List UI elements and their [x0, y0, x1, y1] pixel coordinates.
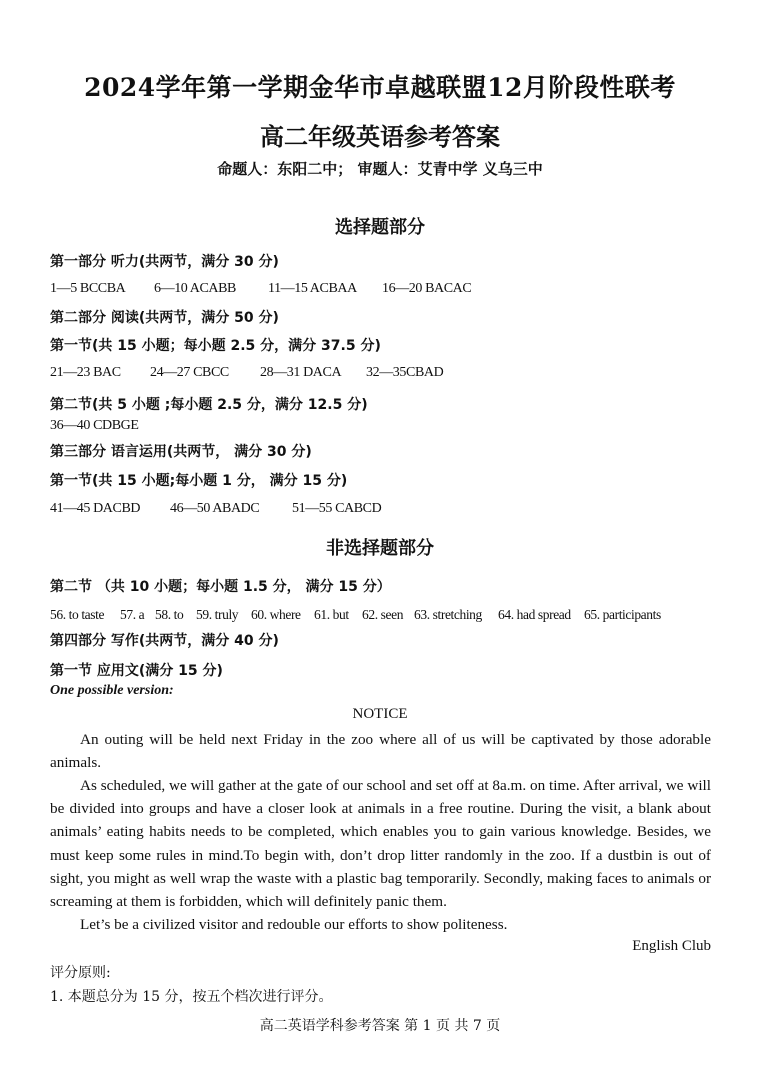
page-footer: 高二英语学科参考答案 第 1 页 共 7 页	[259, 1018, 501, 1034]
part4-heading: 第四部分 写作(共两节，满分 40 分)	[50, 633, 279, 649]
answer-group: 11—15 ACBAA	[268, 281, 357, 296]
essay-paragraph: As scheduled, we will gather at the gate of our school and set off at 8a.m. on time. After arrival, we will be divided into groups and have a closer look at animals in a free routine. During the visit, a blank about animals’ eating habits needs to be completed, which enables you to gain various knowledge. Besides, we must keep some rules in mind.To begin with, don’t drop litter randomly in the zoo. If a dustbin is out of sight, you might as well wrap the waste with a plastic bag temporarily. Secondly, making faces to animals or screaming at them is forbidden, which will definitely panic them.	[50, 777, 711, 911]
answer-group: 1—5 BCCBA	[50, 281, 126, 296]
authors-line: 命题人：东阳二中； 审题人：艾青中学 义乌三中	[217, 160, 543, 178]
part2-sec1-heading: 第一节(共 15 小题；每小题 2.5 分，满分 37.5 分)	[50, 338, 381, 354]
answer-group: 36—40 CDBGE	[50, 418, 139, 433]
grading-rule-1: 1. 本题总分为 15 分，按五个档次进行评分。	[50, 989, 333, 1005]
fill-answer: 57. a	[120, 607, 145, 622]
fill-answer: 60. where	[251, 607, 301, 622]
fill-answer: 58. to	[155, 607, 184, 622]
fill-answer: 59. truly	[196, 607, 239, 622]
part3-sec1-heading: 第一节(共 15 小题;每小题 1 分， 满分 15 分)	[50, 473, 348, 489]
essay-paragraph: An outing will be held next Friday in the zoo where all of us will be captivated by those adorable animals.	[50, 731, 711, 772]
answer-group: 16—20 BACAC	[382, 281, 472, 296]
choice-section-title: 选择题部分	[335, 217, 425, 238]
page-title: 2024学年第一学期金华市卓越联盟12月阶段性联考	[84, 73, 676, 102]
page-subtitle: 高二年级英语参考答案	[260, 122, 500, 151]
answer-group: 24—27 CBCC	[150, 365, 229, 380]
fill-answer: 56. to taste	[50, 607, 105, 622]
fill-answer: 65. participants	[584, 607, 661, 622]
nonchoice-section-title: 非选择题部分	[326, 538, 434, 559]
part1-heading: 第一部分 听力(共两节，满分 30 分)	[50, 254, 279, 270]
answer-group: 6—10 ACABB	[154, 281, 236, 296]
answer-group: 46—50 ABADC	[170, 501, 260, 516]
part4-sec1-heading: 第一节 应用文(满分 15 分)	[50, 663, 223, 679]
answer-group: 51—55 CABCD	[292, 501, 382, 516]
grading-title: 评分原则:	[50, 965, 111, 981]
answer-group: 21—23 BAC	[50, 365, 121, 380]
fill-answer: 62. seen	[362, 607, 404, 622]
notice-title: NOTICE	[352, 706, 408, 722]
possible-version-label: One possible version:	[50, 683, 174, 698]
grammar-fill-heading: 第二节 （共 10 小题；每小题 1.5 分， 满分 15 分）	[50, 579, 391, 595]
signature: English Club	[632, 938, 711, 954]
part2-sec2-heading: 第二节(共 5 小题 ;每小题 2.5 分，满分 12.5 分)	[50, 397, 368, 413]
answer-group: 41—45 DACBD	[50, 501, 141, 516]
fill-answer: 64. had spread	[498, 607, 571, 622]
answer-group: 32—35CBAD	[366, 365, 444, 380]
fill-answer: 63. stretching	[414, 607, 482, 622]
essay-paragraph: Let’s be a civilized visitor and redouble our efforts to show politeness.	[80, 916, 508, 933]
fill-answer: 61. but	[314, 607, 349, 622]
part3-heading: 第三部分 语言运用(共两节， 满分 30 分)	[50, 444, 312, 460]
answer-group: 28—31 DACA	[260, 365, 342, 380]
part2-heading: 第二部分 阅读(共两节，满分 50 分)	[50, 310, 279, 326]
